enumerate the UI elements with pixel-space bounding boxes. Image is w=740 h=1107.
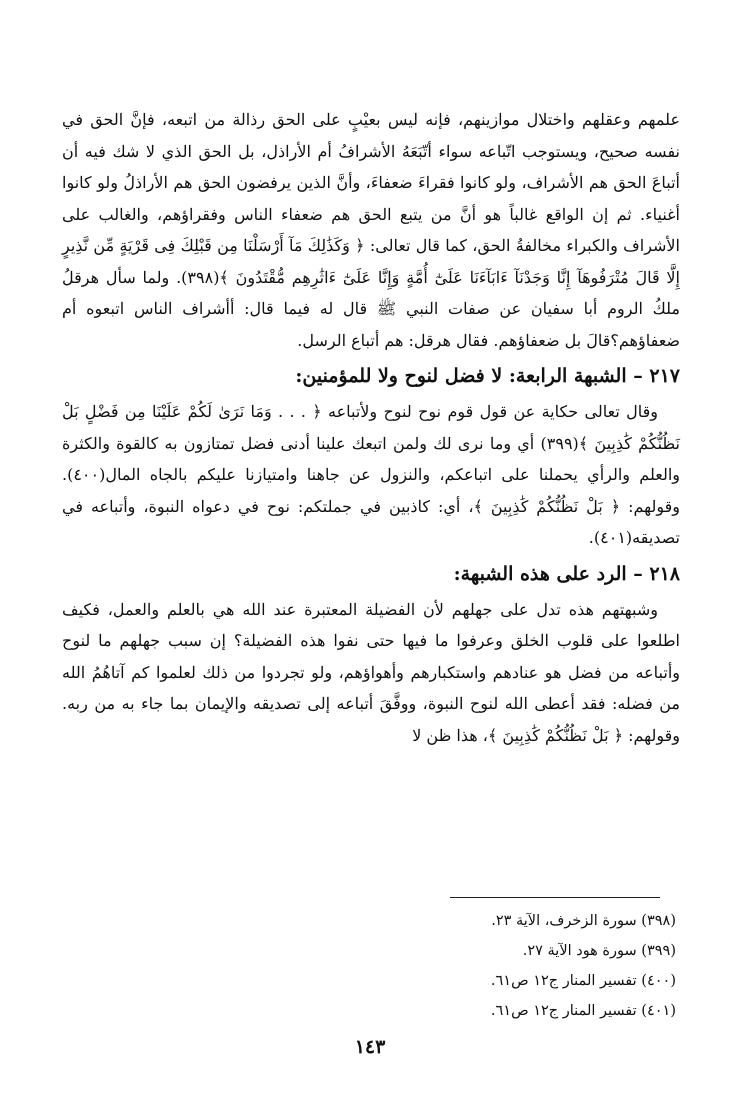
section-heading-217 <box>62 360 680 392</box>
section-number: ٢١٨ <box>649 562 680 585</box>
paragraph-rebuttal: وشبهتهم هذه تدل على جهلهم لأن الفضيلة المعتبرة عند الله هي بالعلم والعمل، فكيف اطلعوا على قلوب الخلق وعرفوا ما فيها حتى نفوا هذه الفضيلة؟ إن سبب جهلهم ما لنوح وأتباعه من فضل هو عنادهم واستكبارهم وأهواؤهم، ولو تجردوا من ذلك لعلموا كم آتاهُمُ الله من فضله: فقد أعطى الله لنوح النبوة، ووفَّقَ أتباعه إلى تصديقه والإيمان بما جاء به من ربه. وقولهم: ﴿ بَلْ نَظُنُّكُمْ كَٰذِبِينَ ﴾، هذا ظن لا <box>62 599 680 745</box>
paragraph-intro: علمهم وعقلهم واختلال موازينهم، فإنه ليس بعيْبٍ على الحق رذالة من اتبعه، فإنَّ الحق في نفسه صحيح، ويستوجب اتّباعه سواء أتّبَعَهُ الأشرافُ أم الأراذل، بل الحق الذي لا شك فيه أن أتباعَ الحق هم الأشراف، ولو كانوا فقراءَ ضعفاءَ، وأنَّ الذين يرفضون الحق هم الأراذلُ ولو كانوا أغنياء. ثم إن الواقع غالباً هو أنَّ من يتبع الحق هم ضعفاء الناس وفقراؤهم، والغالب على الأشراف والكبراء مخالفةُ الحق، كما قال تعالى: ﴿ وَكَذَٰلِكَ مَآ أَرْسَلْنَا مِن قَبْلِكَ فِى قَرْيَةٍ مِّن نَّذِيرٍ إِلَّا قَالَ مُتْرَفُوهَآ إِنَّا وَجَدْنَآ ءَابَآءَنَا عَلَىٰٓ أُمَّةٍ وَإِنَّا عَلَىٰٓ ءَاثَٰرِهِم مُّقْتَدُونَ ﴾(٣٩٨). ولما سأل هرقلُ ملكُ الروم أبا سفيان عن صفات النبي ﷺ قال له فيما قال: أأشراف الناس اتبعوه أم ضعفاؤهم؟قالَ بل ضعفاؤهم. فقال هرقل: هم أتباع الرسل. <box>62 110 681 350</box>
section-title: – الشبهة الرابعة: لا فضل لنوح ولا للمؤمنين: <box>295 365 643 387</box>
footnote-item: (٤٠٠) تفسير المنار ج١٢ ص٦١. <box>490 973 676 989</box>
section-title: – الرد على هذه الشبهة: <box>453 562 643 585</box>
footnote-item: (٣٩٩) سورة هود الآية ٢٧. <box>522 943 676 959</box>
paragraph-objection: وقال تعالى حكاية عن قول قوم نوح لنوح ولأتباعه ﴿ . . . وَمَا نَرَىٰ لَكُمْ عَلَيْنَا مِن فَضْلٍ بَلْ نَظُنُّكُمْ كَٰذِبِينَ ﴾(٣٩٩) أي وما نرى لك ولمن اتبعك علينا أدنى فضل تمتازون به كالقوة والكثرة والعلم والرأي يحملنا على اتباعكم، والنزول عن جاهنا وامتيازنا عليكم بالجاه المال(٤٠٠). وقولهم: ﴿ بَلْ نَظُنُّكُمْ كَٰذِبِينَ ﴾، أي: كاذبين في جملتكم: نوح في دعواه النبوة، وأتباعه في تصديقه(٤٠١). <box>62 402 681 547</box>
footnote-item: (٤٠١) تفسير المنار ج١٢ ص٦١. <box>490 1003 676 1019</box>
section-number: ٢١٧ <box>649 365 680 387</box>
footnotes <box>276 906 676 1026</box>
page-body <box>62 104 680 751</box>
footnote-divider <box>450 897 660 898</box>
page-number: ١٤٣ <box>354 1036 386 1058</box>
footnote-item: (٣٩٨) سورة الزخرف، الآية ٢٣. <box>491 913 676 929</box>
section-heading-218 <box>62 558 680 590</box>
